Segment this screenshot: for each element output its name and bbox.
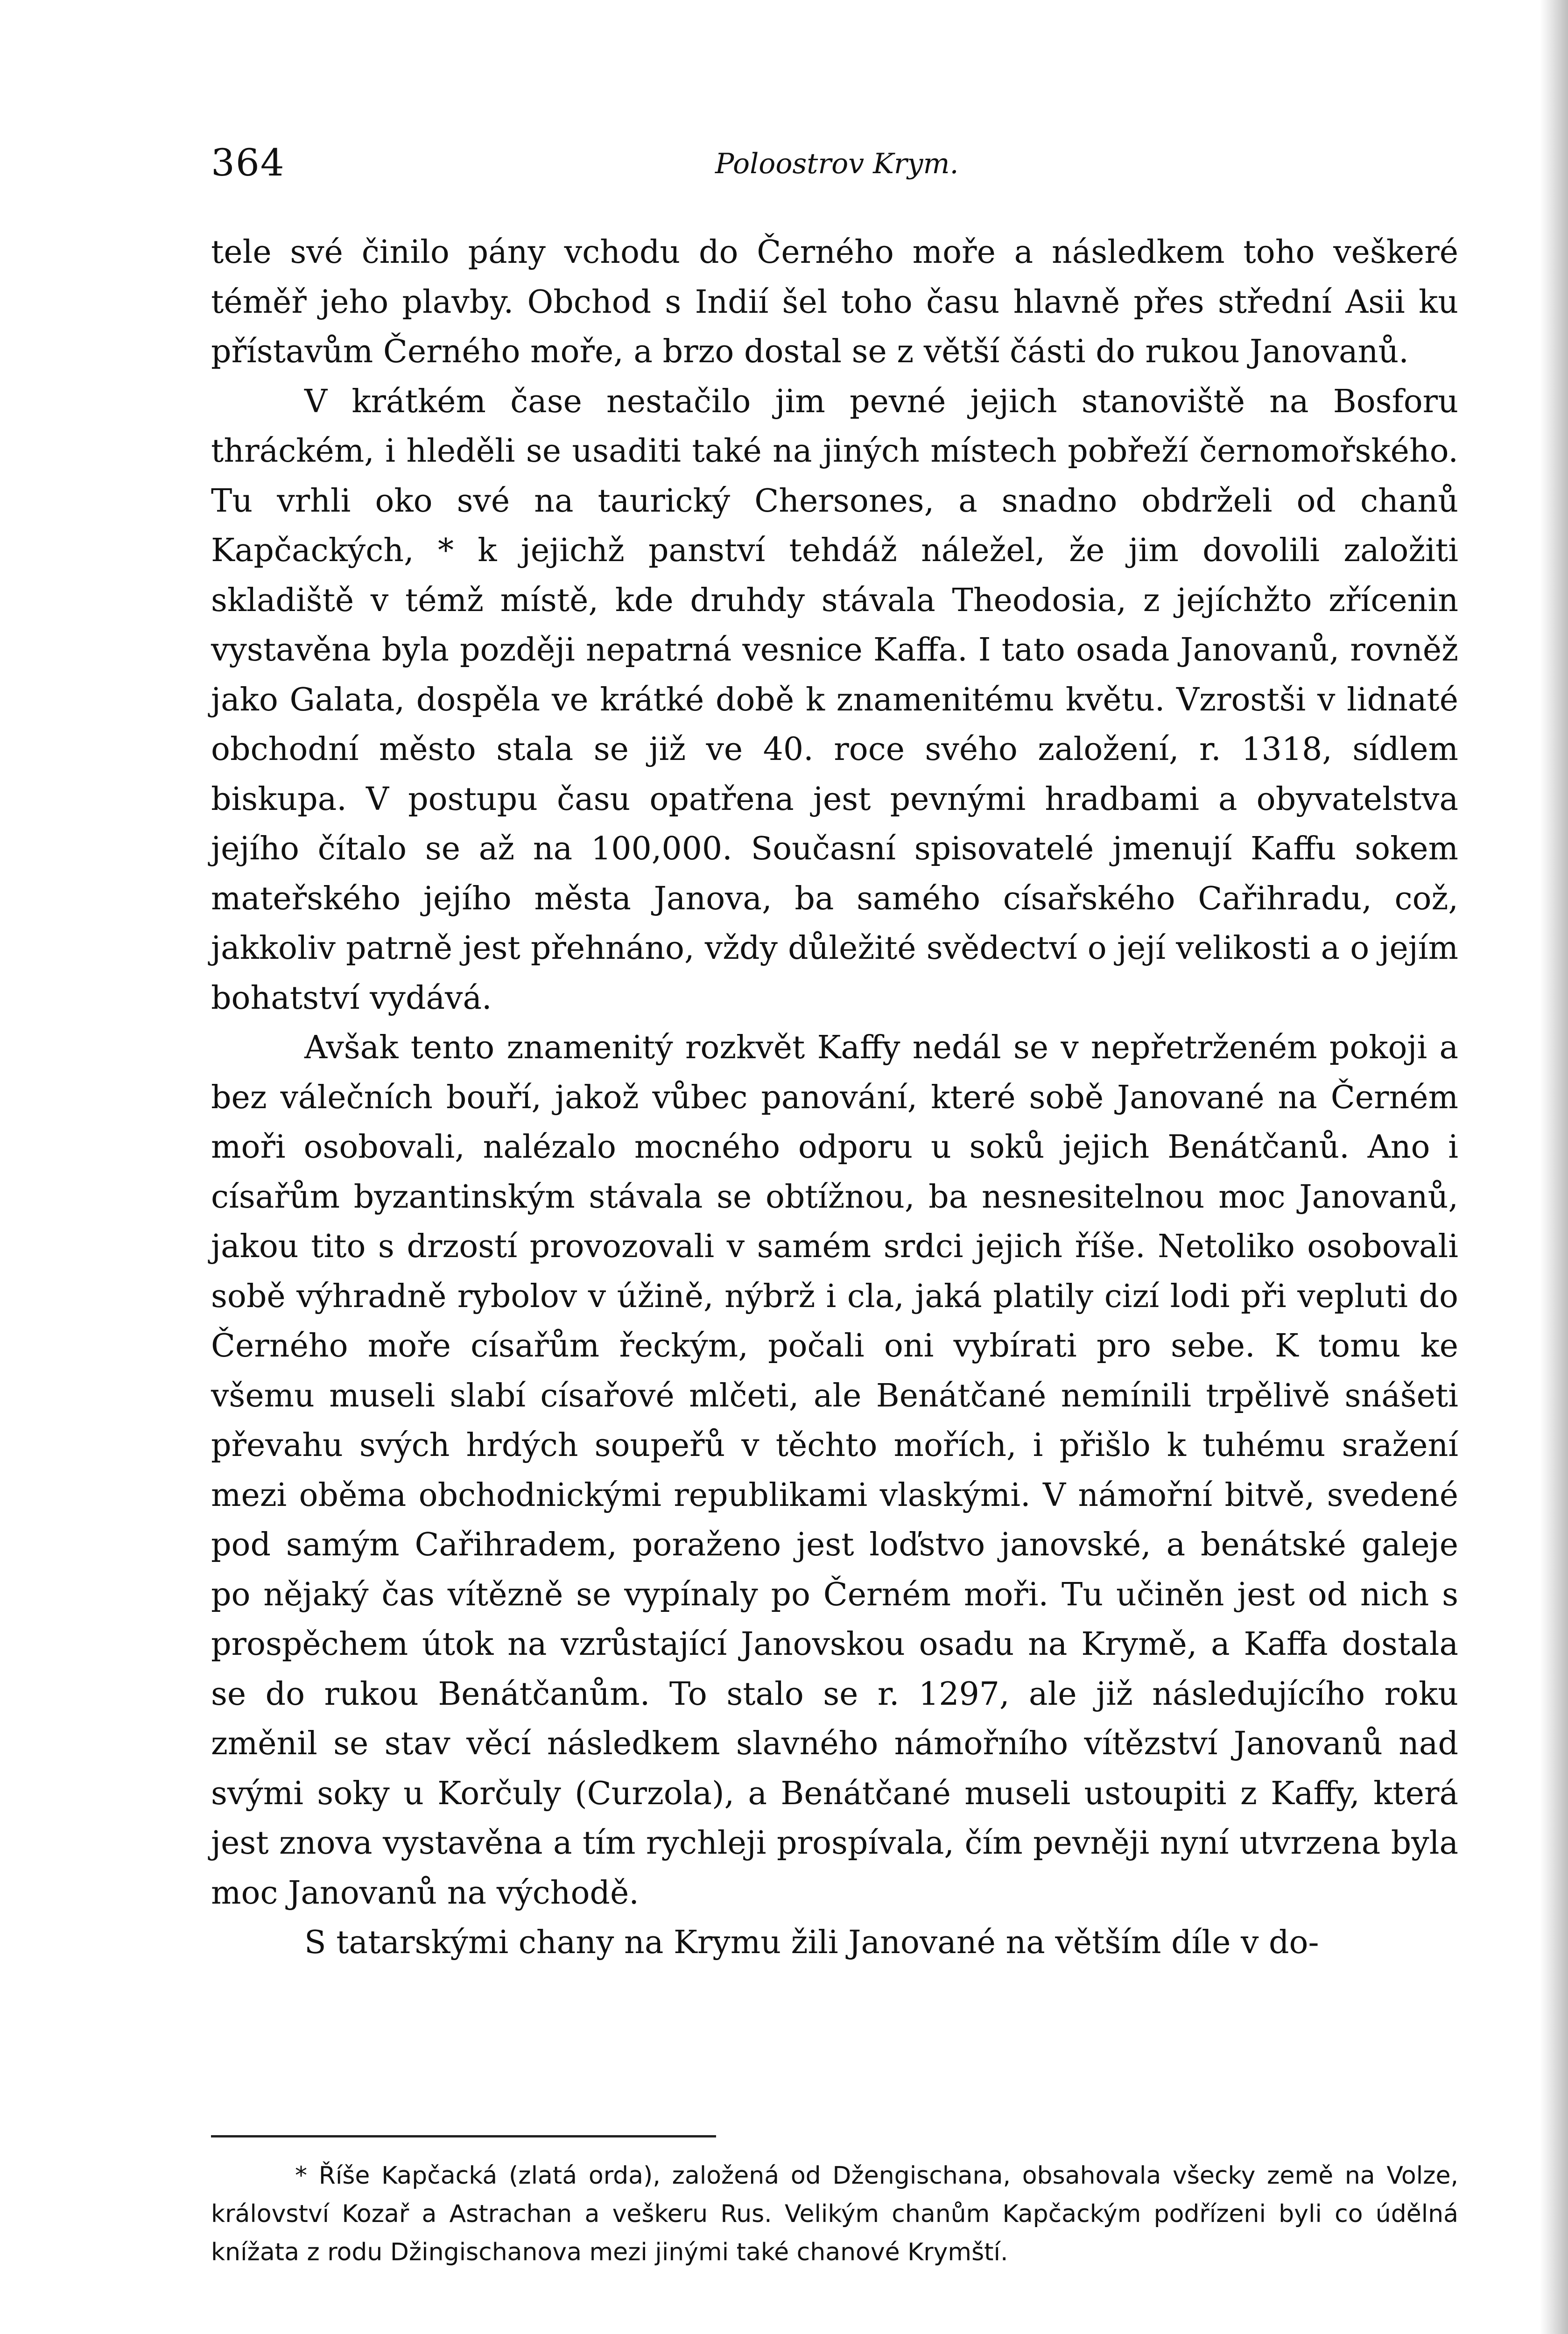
page-number: 364 [211,141,285,184]
running-title: Poloostrov Krym. [715,148,959,180]
paragraph-4: S tatarskými chany na Krymu žili Janované na větším díle v do- [304,1924,1319,1961]
paragraph-1: tele své činilo pány vchodu do Černého moře a následkem toho veškeré téměř jeho plavby. Obchod s Indií šel toho času hlavně přes střední Asii ku přístavům Černého moře, a brzo dostal se z větší části do rukou Janovanů. [211,234,1458,370]
footnote: * Říše Kapčacká (zlatá orda), založená od Džengischana, obsahovala všecky země na Volze, království Kozař a Astrachan a veškeru Rus. Velikým chanům Kapčackým podřízeni byli co údělná knížata z rodu Džingischanova mezi jinými také chanové Krymští. [211,2162,1458,2266]
page-edge-shadow [1540,0,1568,2334]
footnote-divider [211,2135,716,2137]
paragraph-3: Avšak tento znamenitý rozkvět Kaffy nedál se v nepřetrženém pokoji a bez válečních bouří, jakož vůbec panování, které sobě Janované na Černém moři osobovali, nalézalo mocného odporu u soků jejich Benátčanů. Ano i císařům byzantinským stávala se obtížnou, ba nesnesitelnou moc Janovanů, jakou tito s drzostí provozovali v samém srdci jejich říše. Netoliko osobovali sobě výhradně rybolov v úžině, nýbrž i cla, jaká platily cizí lodi při vepluti do Černého moře císařům řeckým, počali oni vybírati pro sebe. K tomu ke všemu museli slabí císařové mlčeti, ale Benátčané nemínili trpělivě snášeti převahu svých hrdých soupeřů v těchto mořích, i přišlo k tuhému sražení mezi oběma obchodnickými republikami vlaskými. V námořní bitvě, svedené pod samým Cařihradem, poraženo jest loďstvo janovské, a benátské galeje po nějaký čas vítězně se vypínaly po Černém moři. Tu učiněn jest od nich s prospěchem útok na vzrůstající Janovskou osadu na Krymě, a Kaffa dostala se do rukou Benátčanům. To stalo se r. 1297, ale již následujícího roku změnil se stav věcí následkem slavného námořního vítězství Janovanů nad svými soky u Korčuly (Curzola), a Benátčané museli ustoupiti z Kaffy, která jest znova vystavěna a tím rychleji prospívala, čím pevněji nyní utvrzena byla moc Janovanů na východě. [211,1029,1458,1912]
main-text [211,228,1458,1968]
paragraph-2: V krátkém čase nestačilo jim pevné jejich stanoviště na Bosforu thráckém, i hleděli se usaditi také na jiných místech pobřeží černomořského. Tu vrhli oko své na taurický Chersones, a snadno obdrželi od chanů Kapčackých, * k jejichž panství tehdáž náležel, že jim dovolili založiti skladiště v témž místě, kde druhdy stávala Theodosia, z jejíchžto zřícenin vystavěna byla později nepatrná vesnice Kaffa. I tato osada Janovanů, rovněž jako Galata, dospěla ve krátké době k znamenitému květu. Vzrostši v lidnaté obchodní město stala se již ve 40. roce svého založení, r. 1318, sídlem biskupa. V postupu času opatřena jest pevnými hradbami a obyvatelstva jejího čítalo se až na 100,000. Současní spisovatelé jmenují Kaffu sokem mateřského jejího města Janova, ba samého císařského Cařihradu, což, jakkoliv patrně jest přehnáno, vždy důležité svědectví o její velikosti a o jejím bohatství vydává. [211,383,1458,1017]
page-header [211,141,1443,192]
